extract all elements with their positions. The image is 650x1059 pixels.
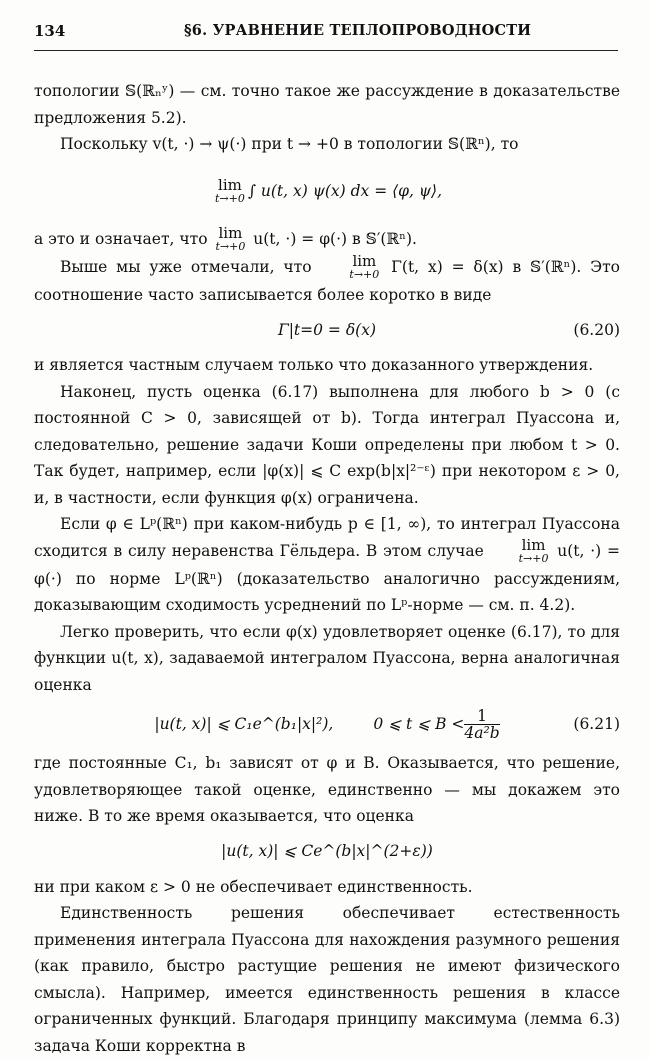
lim-subscript: t→+0 [349, 267, 380, 281]
fraction-denominator: 4a²b [464, 723, 500, 742]
lim-subscript: t→+0 [215, 191, 245, 205]
page-body [34, 78, 620, 1059]
equation-limit-integral [34, 158, 620, 226]
equation-1-expression: ∫ u(t, x) ψ(x) dx = ⟨φ, ψ⟩, [247, 182, 442, 201]
paragraph-11: Единственность решения обеспечивает естественность применения интеграла Пуассона для нахождения разумного решения (как правило, быстро растущие решения не имеют физического смысла). Например, имеется единственность решения в классе ограниченных функций. Благодаря принципу максимума (лемма 6.3) задача Коши корректна в [34, 904, 620, 1055]
paragraph-3 [34, 223, 620, 254]
inline-limit [493, 535, 549, 566]
paragraph-8: Легко проверить, что если φ(x) удовлетворяет оценке (6.17), то для функции u(t, x), задаваемой интегралом Пуассона, верна аналогичная оценка [34, 622, 620, 694]
equation-number-6-21: (6.21) [573, 714, 620, 733]
lim-word: lim [352, 251, 377, 270]
equation-6-21 [34, 698, 620, 750]
paragraph-4 [34, 251, 620, 309]
paragraph-2: Поскольку v(t, ·) → ψ(·) при t → +0 в топологии 𝕊(ℝⁿ), то [60, 135, 519, 153]
equation-6-21-right: 0 ⩽ t ⩽ B < [373, 714, 465, 733]
paragraph-4-end: Γ(t, x) = δ(x) в 𝕊′(ℝⁿ). Это соотношение часто записывается более коротко в виде [34, 257, 620, 304]
equation-growth-estimate [34, 830, 620, 874]
equation-6-21-fraction [464, 708, 499, 741]
paragraph-7-end: u(t, ·) = φ(·) по норме Lᵖ(ℝⁿ) (доказательство аналогично рассуждениям, доказывающим сходимость усреднений по Lᵖ-норме — см. п. 4.2). [34, 541, 620, 614]
paragraph-5: и является частным случаем только что доказанного утверждения. [34, 356, 594, 374]
equation-6-20-expression: Γ|t=0 = δ(x) [277, 320, 377, 339]
inline-limit [215, 223, 246, 254]
lim-subscript: t→+0 [215, 239, 246, 253]
fraction-numerator: 1 [464, 708, 499, 725]
equation-number-6-20: (6.20) [573, 320, 620, 339]
paragraph-6: Наконец, пусть оценка (6.17) выполнена для любого b > 0 (с постоянной C > 0, зависящей от b). Тогда интеграл Пуассона и, следовательно, решение задачи Коши определены при любом t > 0. Так будет, например, если |φ(x)| ⩽ C exp(b|x|²⁻ᵋ) при некотором ε > 0, и, в частности, если функция φ(x) ограничена. [34, 382, 620, 507]
section-title: §6. УРАВНЕНИЕ ТЕПЛОПРОВОДНОСТИ [184, 22, 532, 39]
lim-word: lim [218, 223, 243, 242]
paragraph-1: топологии 𝕊(ℝₙʸ) — см. точно такое же рассуждение в доказательстве предложения 5.2). [34, 82, 620, 127]
paragraph-3-end: u(t, ·) = φ(·) в 𝕊′(ℝⁿ). [253, 229, 417, 248]
paragraph-10: ни при каком ε > 0 не обеспечивает единственность. [34, 877, 473, 896]
equation-6-21-left: |u(t, x)| ⩽ C₁e^(b₁|x|²), [154, 714, 334, 733]
paragraph-9: где постоянные C₁, b₁ зависят от φ и B. Оказывается, что решение, удовлетворяющее такой оценке, единственно — мы докажем это ниже. В то же время оказывается, что оценка [34, 754, 620, 825]
limit-operator [215, 175, 245, 206]
paragraph-3-start: а это и означает, что [34, 229, 208, 248]
paragraph-7 [34, 511, 620, 619]
lim-subscript: t→+0 [518, 551, 549, 565]
lim-word: lim [521, 535, 546, 554]
inline-limit [323, 251, 380, 282]
lim-word: lim [218, 175, 242, 194]
running-head [34, 22, 618, 51]
page-number: 134 [34, 22, 66, 40]
equation-6-20 [34, 308, 620, 352]
paragraph-7-start: Если φ ∈ Lᵖ(ℝⁿ) при каком-нибудь p ∈ [1, ∞), то интеграл Пуассона сходится в силу неравенства Гёльдера. В этом случае [34, 515, 620, 560]
equation-growth-expression: |u(t, x)| ⩽ Ce^(b|x|^(2+ε)) [221, 842, 433, 861]
paragraph-4-start: Выше мы уже отмечали, что [60, 257, 312, 276]
